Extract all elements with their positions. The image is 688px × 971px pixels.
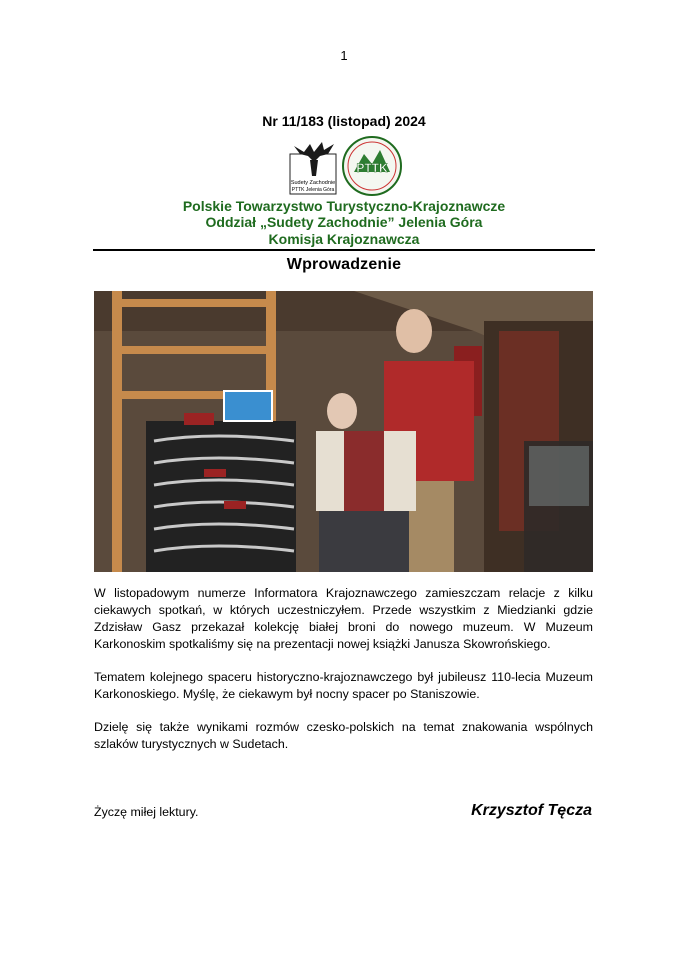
org-branch: Oddział „Sudety Zachodnie” Jelenia Góra bbox=[205, 214, 483, 230]
header-divider bbox=[93, 249, 595, 251]
svg-text:PTTK Jelenia Góra: PTTK Jelenia Góra bbox=[291, 187, 335, 193]
pttk-logos bbox=[284, 132, 406, 196]
svg-text:PTTK: PTTK bbox=[356, 161, 388, 175]
deer-logo-text: Sudety Zachodnie bbox=[290, 180, 336, 186]
page-number: 1 bbox=[340, 48, 348, 63]
paragraph-1: W listopadowym numerze Informatora Krajoznawczego zamieszczam relacje z kilku ciekawych spotkań, w których uczestniczyłem. Przede wszystkim z Miedzianki gdzie Zdzisław Gasz przekazał kolekcję białej broni do nowego muzeum. W Muzeum Karkonoskim spotkaliśmy się na prezentacji nowej książki Janusza Skowrońskiego. bbox=[94, 586, 593, 651]
issue-number: Nr 11/183 (listopad) 2024 bbox=[262, 113, 426, 129]
paragraph-3: Dzielę się także wynikami rozmów czesko-polskich na temat znakowania wspólnych szlaków turystycznych w Sudetach. bbox=[94, 720, 593, 751]
museum-photo bbox=[94, 291, 593, 572]
paragraph-2: Tematem kolejnego spaceru historyczno-krajoznawczego był jubileusz 110-lecia Muzeum Karkonoskiego. Myślę, że ciekawym był nocny spacer po Staniszowie. bbox=[94, 670, 593, 701]
org-commission: Komisja Krajoznawcza bbox=[268, 231, 420, 247]
author-signature: Krzysztof Tęcza bbox=[471, 802, 592, 819]
deer-logo bbox=[290, 142, 336, 194]
section-title: Wprowadzenie bbox=[286, 256, 402, 273]
org-name: Polskie Towarzystwo Turystyczno-Krajoznawcze bbox=[182, 198, 506, 214]
pttk-badge-logo bbox=[343, 137, 401, 195]
closing-wish: Życzę miłej lektury. bbox=[94, 805, 199, 819]
